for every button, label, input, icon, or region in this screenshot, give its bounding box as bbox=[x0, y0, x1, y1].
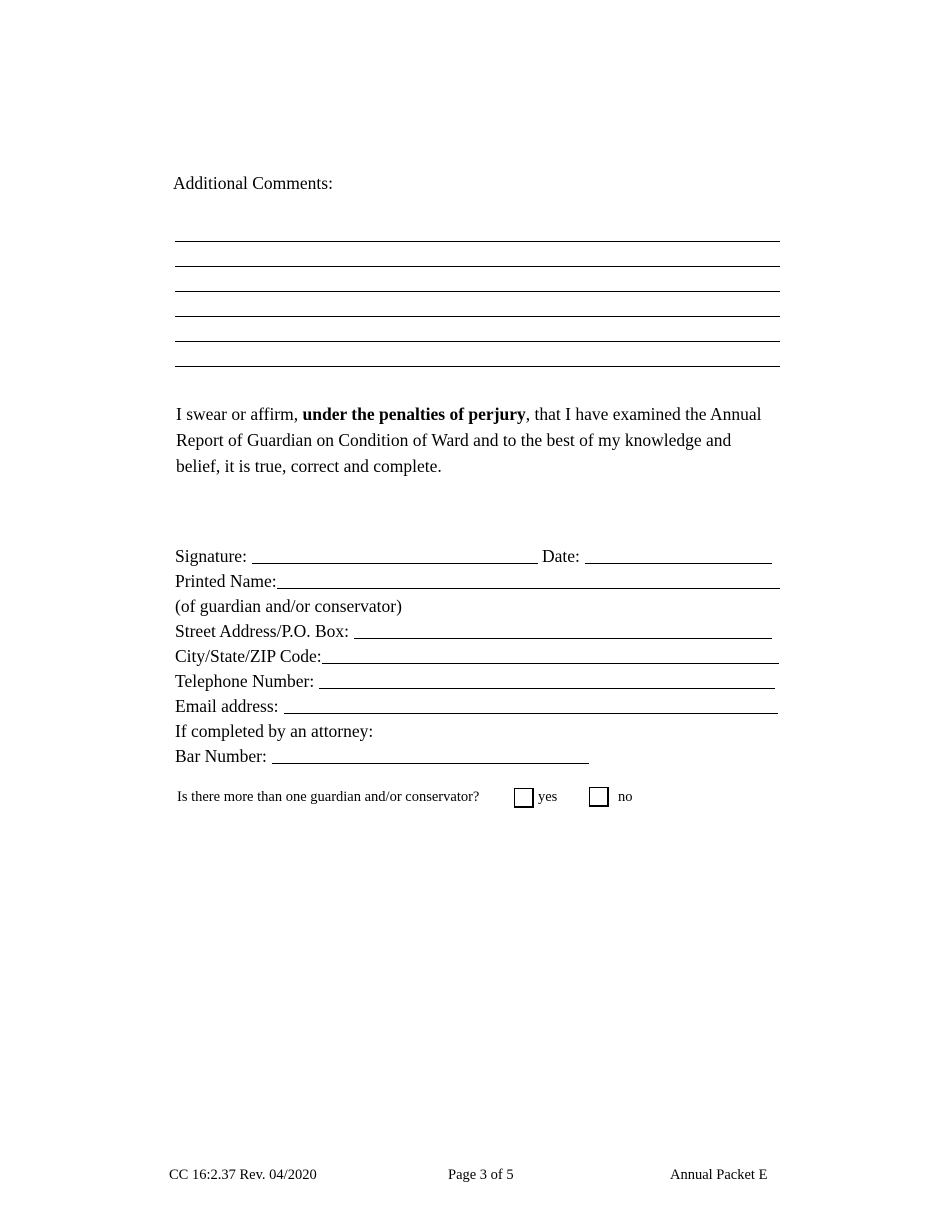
street-label: Street Address/P.O. Box: bbox=[175, 621, 350, 641]
perjury-statement bbox=[176, 401, 776, 479]
bar-number-row bbox=[175, 745, 589, 767]
printed-name-note: (of guardian and/or conservator) bbox=[175, 596, 402, 616]
telephone-row bbox=[175, 670, 775, 692]
email-label: Email address: bbox=[175, 696, 279, 716]
signature-line[interactable] bbox=[252, 546, 538, 564]
telephone-label: Telephone Number: bbox=[175, 671, 315, 691]
no-checkbox[interactable] bbox=[589, 787, 609, 807]
date-label: Date: bbox=[541, 546, 580, 566]
comments-heading: Additional Comments: bbox=[173, 173, 333, 193]
attorney-note: If completed by an attorney: bbox=[175, 721, 374, 741]
comment-line-3[interactable] bbox=[175, 291, 780, 292]
perjury-statement-lead: I swear or affirm, bbox=[176, 404, 303, 424]
yes-label: yes bbox=[538, 789, 558, 805]
yes-checkbox[interactable] bbox=[514, 788, 534, 808]
comment-line-5[interactable] bbox=[175, 341, 780, 342]
printed-name-row bbox=[175, 570, 780, 592]
footer-page-number: Page 3 of 5 bbox=[448, 1167, 514, 1183]
date-line[interactable] bbox=[585, 546, 772, 564]
comment-line-1[interactable] bbox=[175, 241, 780, 242]
email-row bbox=[175, 695, 778, 717]
street-row bbox=[175, 620, 772, 642]
printed-name-label: Printed Name: bbox=[175, 571, 277, 591]
printed-name-line[interactable] bbox=[277, 571, 780, 589]
perjury-statement-rest: , that I have examined the Annual Report of Guardian on Condition of Ward and to the best of my knowledge and belief, it is true, correct and complete. bbox=[176, 404, 762, 476]
signature-row bbox=[175, 545, 772, 567]
bar-number-line[interactable] bbox=[272, 746, 589, 764]
comment-line-4[interactable] bbox=[175, 316, 780, 317]
city-label: City/State/ZIP Code: bbox=[175, 646, 322, 666]
city-line[interactable] bbox=[322, 646, 779, 664]
street-line[interactable] bbox=[354, 621, 772, 639]
footer-form-id: CC 16:2.37 Rev. 04/2020 bbox=[169, 1167, 317, 1183]
perjury-statement-emphasis: under the penalties of perjury bbox=[302, 404, 526, 424]
multiple-guardians-question: Is there more than one guardian and/or conservator? bbox=[177, 789, 480, 805]
comment-line-6[interactable] bbox=[175, 366, 780, 367]
telephone-line[interactable] bbox=[319, 671, 775, 689]
bar-number-label: Bar Number: bbox=[175, 746, 267, 766]
footer-packet: Annual Packet E bbox=[670, 1167, 768, 1183]
no-label: no bbox=[618, 789, 633, 805]
email-line[interactable] bbox=[284, 696, 778, 714]
comment-line-2[interactable] bbox=[175, 266, 780, 267]
signature-label: Signature: bbox=[175, 546, 247, 566]
city-row bbox=[175, 645, 779, 667]
